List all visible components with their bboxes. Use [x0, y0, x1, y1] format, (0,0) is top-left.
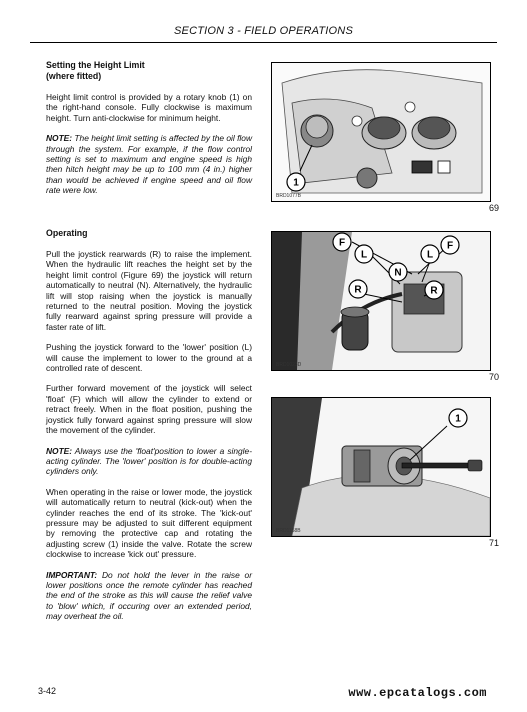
operating-note [46, 446, 252, 477]
operating-paragraph-3: Further forward movement of the joystick will select 'float' (F) which will allow the cylinder to extend or retract freely. When in the float position, pushing the joystick fully forward against spring pressure will slow the movement of the cylinder. [46, 383, 252, 436]
figure-69 [271, 62, 491, 202]
height-limit-body: Height limit control is provided by a rotary knob (1) on the right-hand console. Fully clockwise is maximum height. Turn anti-clockwise for minimum height. [46, 92, 252, 123]
joystick-illustration [272, 232, 490, 370]
heading-line1: Setting the Height Limit [46, 60, 145, 70]
heading-line2: (where fitted) [46, 71, 102, 81]
callout-text: L [360, 249, 368, 261]
height-limit-note [46, 133, 252, 195]
callout-text: 1 [455, 413, 461, 425]
figure-code: BRD1023D [276, 362, 302, 368]
callout-text: F [446, 240, 454, 252]
operating-paragraph-2: Pushing the joystick forward to the 'lower' position (L) will cause the implement to lower to the ground at a controlled rate of descent. [46, 342, 252, 374]
figure-71 [271, 397, 491, 537]
figure-code: BRD1077B [276, 193, 302, 199]
operating-paragraph-1: Pull the joystick rearwards (R) to raise the implement. When the hydraulic lift reaches the height set by the height limit control (Figure 69) the joystick will return automatically to neutral (N). Alternatively, the hydraulic lift will stop raising when the joystick is manually returned to the neutral position. Moving the joystick fully rearward against spring pressure will provide a faster rate of lift. [46, 249, 252, 332]
callout-text: L [426, 249, 434, 261]
callout-text: R [430, 285, 438, 297]
figure-number: 70 [488, 372, 499, 382]
height-limit-heading [46, 60, 252, 82]
operating-heading: Operating [46, 228, 88, 238]
valve-adjusting-screw-illustration [272, 398, 490, 536]
figure-code: BRD1158B [276, 528, 301, 534]
operating-section [46, 228, 252, 632]
note-text: Always use the 'float'position to lower a single-acting cylinder. The 'lower' position is for double-acting cylinders only. [46, 445, 252, 477]
important-text: Do not hold the lever in the raise or lower positions once the remote cylinder has reached the end of the stroke as this will cause the relief valve to 'blow' which, if occuring over an extended period, may overheat the oil. [46, 569, 252, 622]
callout-text: 1 [293, 177, 299, 189]
note-text: The height limit setting is affected by the oil flow through the system. For example, if the flow control setting is set to maximum and engine speed is high then hitch height may be up to 100 mm (4 in.) higher than would be achieved if engine speed and oil flow rate were low. [46, 133, 252, 196]
important-note [46, 570, 252, 622]
note-label: NOTE: [46, 445, 73, 456]
operating-paragraph-4: When operating in the raise or lower mode, the joystick will automatically return to neutral (kick-out) when the cylinder reaches the end of its stroke. The 'kick-out' pressure may be adjusted to suit different equipment by removing the protective cap and rotating the adjusting screw (1) inside the valve. Rotate the screw clockwise to increase 'kick out' pressure. [46, 486, 252, 560]
figure-number: 71 [488, 538, 499, 548]
callout-text: N [394, 267, 402, 279]
note-label: NOTE: [46, 133, 73, 144]
figure-number: 69 [488, 203, 499, 213]
section-title: SECTION 3 - FIELD OPERATIONS [174, 25, 353, 37]
important-label: IMPORTANT: [46, 569, 98, 580]
callout-text: F [338, 237, 346, 249]
website-link[interactable]: www.epcatalogs.com [348, 686, 487, 700]
height-limit-section [46, 60, 252, 206]
callout-text: R [354, 284, 362, 296]
figure-70 [271, 231, 491, 371]
console-knobs-illustration [272, 63, 490, 201]
page-header [30, 22, 497, 43]
page-number: 3-42 [38, 686, 57, 696]
